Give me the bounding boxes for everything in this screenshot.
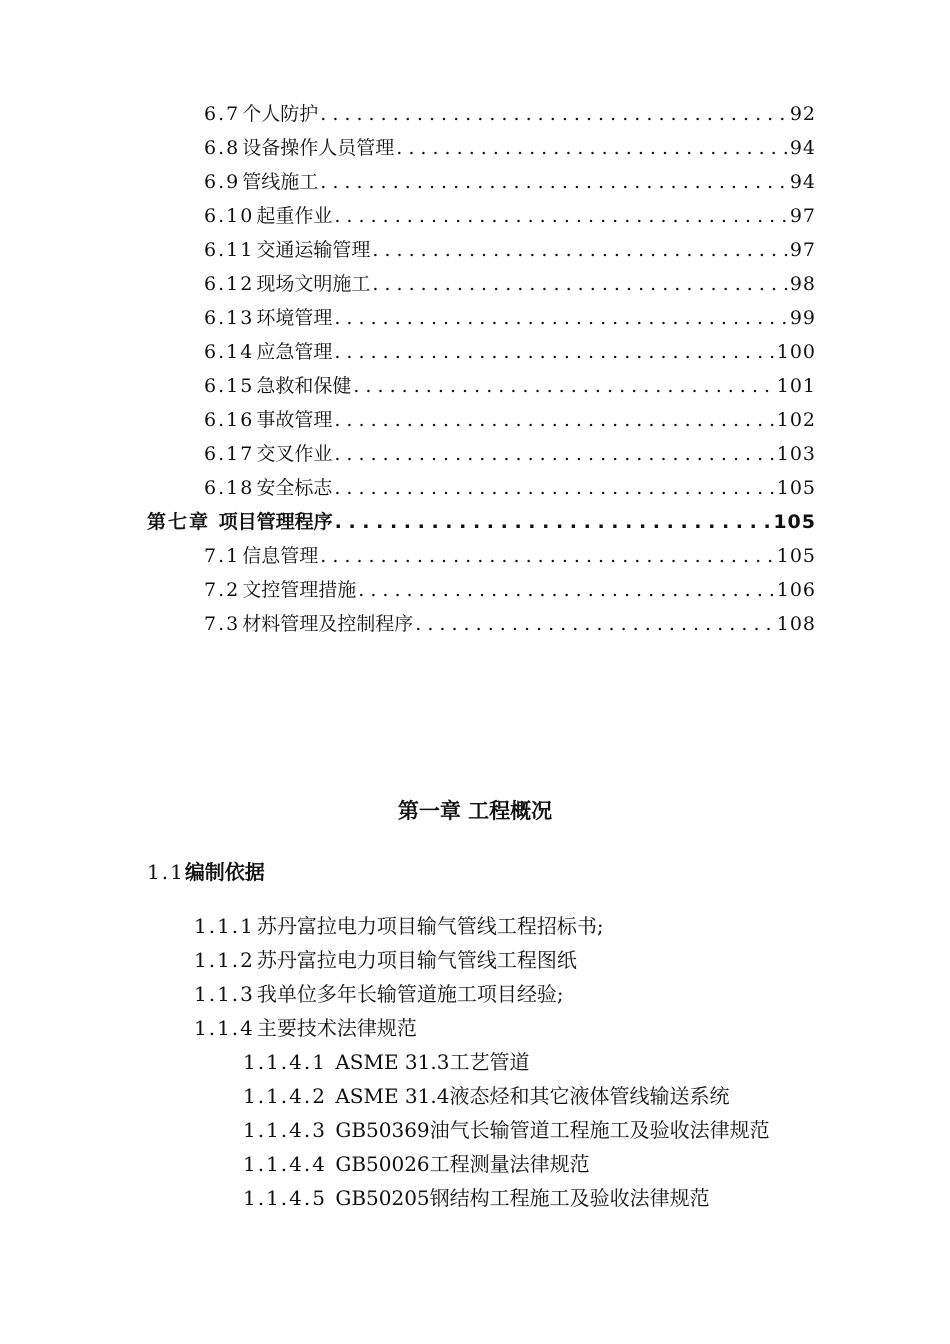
toc-entry-number: 6.18 (204, 477, 255, 499)
reference-item-number: 1.1.4.1 (243, 1050, 327, 1074)
toc-entry[interactable] (204, 97, 816, 131)
toc-leader-dots (334, 437, 774, 471)
toc-entry-number: 6.15 (204, 375, 255, 397)
toc-entry-text: 安全标志 (256, 477, 333, 499)
toc-entry-text: 环境管理 (256, 307, 333, 329)
toc-entry[interactable] (204, 267, 816, 301)
reference-item-number: 1.1.2 (194, 948, 255, 972)
toc-entry-number: 第七章 (147, 511, 211, 533)
reference-item-number: 1.1.4.2 (243, 1084, 327, 1108)
toc-entry[interactable] (204, 335, 816, 369)
toc-entry-title (204, 369, 351, 403)
reference-item-text: 我单位多年长输管道施工项目经验; (256, 982, 564, 1006)
toc-page-number: 106 (776, 579, 816, 601)
toc-entry-title (204, 403, 332, 437)
reference-item (0, 1011, 950, 1045)
toc-entry-text: 起重作业 (256, 205, 333, 227)
toc-page-number: 105 (776, 477, 816, 499)
toc-page-number: 101 (776, 375, 816, 397)
reference-item-number: 1.1.3 (194, 982, 255, 1006)
toc-entry-title (204, 573, 356, 607)
toc-leader-dots (372, 233, 787, 267)
toc-entry-title (147, 505, 333, 539)
toc-entry-text: 文控管理措施 (242, 579, 357, 601)
reference-item (0, 1045, 950, 1079)
toc-leader-dots (353, 369, 774, 403)
toc-entry[interactable] (204, 301, 816, 335)
reference-item (0, 909, 950, 943)
toc-entry[interactable] (204, 403, 816, 437)
toc-entry-title (204, 97, 318, 131)
toc-entry-number: 6.17 (204, 443, 255, 465)
toc-entry-title (204, 471, 332, 505)
toc-leader-dots (334, 335, 774, 369)
toc-page-number: 102 (776, 409, 816, 431)
toc-entry-text: 应急管理 (256, 341, 333, 363)
toc-page-number: 99 (789, 307, 816, 329)
toc-entry-text: 个人防护 (242, 103, 319, 125)
toc-leader-dots (372, 267, 787, 301)
reference-item (0, 977, 950, 1011)
toc-leader-dots (320, 97, 788, 131)
toc-entry[interactable] (204, 539, 816, 573)
toc-leader-dots (334, 301, 787, 335)
reference-item-number: 1.1.1 (194, 914, 255, 938)
toc-entry-number: 6.7 (204, 103, 241, 125)
reference-item-text: ASME 31.3工艺管道 (328, 1050, 530, 1074)
reference-item (0, 1147, 950, 1181)
section-title: 编制依据 (184, 860, 265, 884)
toc-page-number: 97 (789, 239, 816, 261)
reference-item (0, 1181, 950, 1215)
toc-leader-dots (358, 573, 775, 607)
toc-chapter-entry[interactable] (147, 505, 816, 539)
table-of-contents (0, 97, 950, 641)
chapter-heading: 第一章 工程概况 (397, 799, 553, 823)
toc-entry-number: 6.12 (204, 273, 255, 295)
toc-leader-dots (334, 471, 774, 505)
toc-page-number: 103 (776, 443, 816, 465)
toc-page-number: 105 (773, 511, 816, 533)
toc-entry-title (204, 233, 370, 267)
reference-item-text: GB50369油气长输管道工程施工及验收法律规范 (328, 1118, 770, 1142)
toc-entry-number: 7.3 (204, 613, 241, 635)
toc-entry-title (204, 335, 332, 369)
reference-item-text: 苏丹富拉电力项目输气管线工程招标书; (256, 914, 604, 938)
reference-list (0, 909, 950, 1215)
toc-leader-dots (320, 539, 775, 573)
reference-item (0, 1113, 950, 1147)
toc-entry[interactable] (204, 573, 816, 607)
toc-entry-number: 6.10 (204, 205, 255, 227)
reference-item (0, 943, 950, 977)
reference-item-text: ASME 31.4液态烃和其它液体管线输送系统 (328, 1084, 730, 1108)
toc-entry-title (204, 199, 332, 233)
toc-entry-text: 设备操作人员管理 (242, 137, 395, 159)
reference-item-text: GB50205钢结构工程施工及验收法律规范 (328, 1186, 710, 1210)
toc-page-number: 92 (789, 103, 816, 125)
reference-item-number: 1.1.4.4 (243, 1152, 327, 1176)
reference-item-number: 1.1.4 (194, 1016, 255, 1040)
section-heading (147, 856, 265, 885)
toc-entry-title (204, 607, 413, 641)
toc-entry-number: 7.2 (204, 579, 241, 601)
toc-entry-text: 急救和保健 (256, 375, 352, 397)
toc-entry[interactable] (204, 437, 816, 471)
toc-entry-number: 6.16 (204, 409, 255, 431)
toc-entry-text: 信息管理 (242, 545, 319, 567)
toc-leader-dots (334, 403, 774, 437)
toc-page-number: 100 (776, 341, 816, 363)
toc-entry-number: 6.9 (204, 171, 241, 193)
toc-leader-dots (334, 199, 787, 233)
toc-leader-dots (335, 505, 772, 539)
reference-item-text: 苏丹富拉电力项目输气管线工程图纸 (256, 948, 577, 972)
toc-leader-dots (320, 165, 788, 199)
toc-entry-number: 7.1 (204, 545, 241, 567)
toc-leader-dots (415, 607, 775, 641)
reference-item-number: 1.1.4.3 (243, 1118, 327, 1142)
reference-item-text: GB50026工程测量法律规范 (328, 1152, 590, 1176)
toc-entry-title (204, 437, 332, 471)
toc-page-number: 94 (789, 137, 816, 159)
toc-entry-text: 材料管理及控制程序 (242, 613, 414, 635)
toc-entry[interactable] (204, 165, 816, 199)
toc-page-number: 105 (776, 545, 816, 567)
toc-entry[interactable] (204, 199, 816, 233)
toc-entry[interactable] (204, 471, 816, 505)
toc-entry-text: 管线施工 (242, 171, 319, 193)
toc-entry[interactable] (204, 131, 816, 165)
toc-entry-text: 交叉作业 (256, 443, 333, 465)
toc-entry-number: 6.11 (204, 239, 255, 261)
toc-entry-title (204, 165, 318, 199)
toc-entry-title (204, 131, 394, 165)
toc-page-number: 97 (789, 205, 816, 227)
toc-page-number: 94 (789, 171, 816, 193)
toc-entry-title (204, 267, 370, 301)
reference-item (0, 1079, 950, 1113)
toc-entry-text: 事故管理 (256, 409, 333, 431)
toc-entry-number: 6.13 (204, 307, 255, 329)
reference-item-number: 1.1.4.5 (243, 1186, 327, 1210)
toc-entry[interactable] (204, 369, 816, 403)
toc-entry-number: 6.8 (204, 137, 241, 159)
section-number: 1.1 (147, 860, 185, 884)
toc-entry-text: 现场文明施工 (256, 273, 371, 295)
toc-leader-dots (396, 131, 788, 165)
toc-page-number: 108 (776, 613, 816, 635)
toc-entry-title (204, 539, 318, 573)
reference-item-text: 主要技术法律规范 (256, 1016, 417, 1040)
toc-page-number: 98 (789, 273, 816, 295)
toc-entry[interactable] (204, 233, 816, 267)
toc-entry[interactable] (204, 607, 816, 641)
toc-entry-text: 项目管理程序 (212, 511, 333, 533)
toc-entry-number: 6.14 (204, 341, 255, 363)
toc-entry-title (204, 301, 332, 335)
toc-entry-text: 交通运输管理 (256, 239, 371, 261)
